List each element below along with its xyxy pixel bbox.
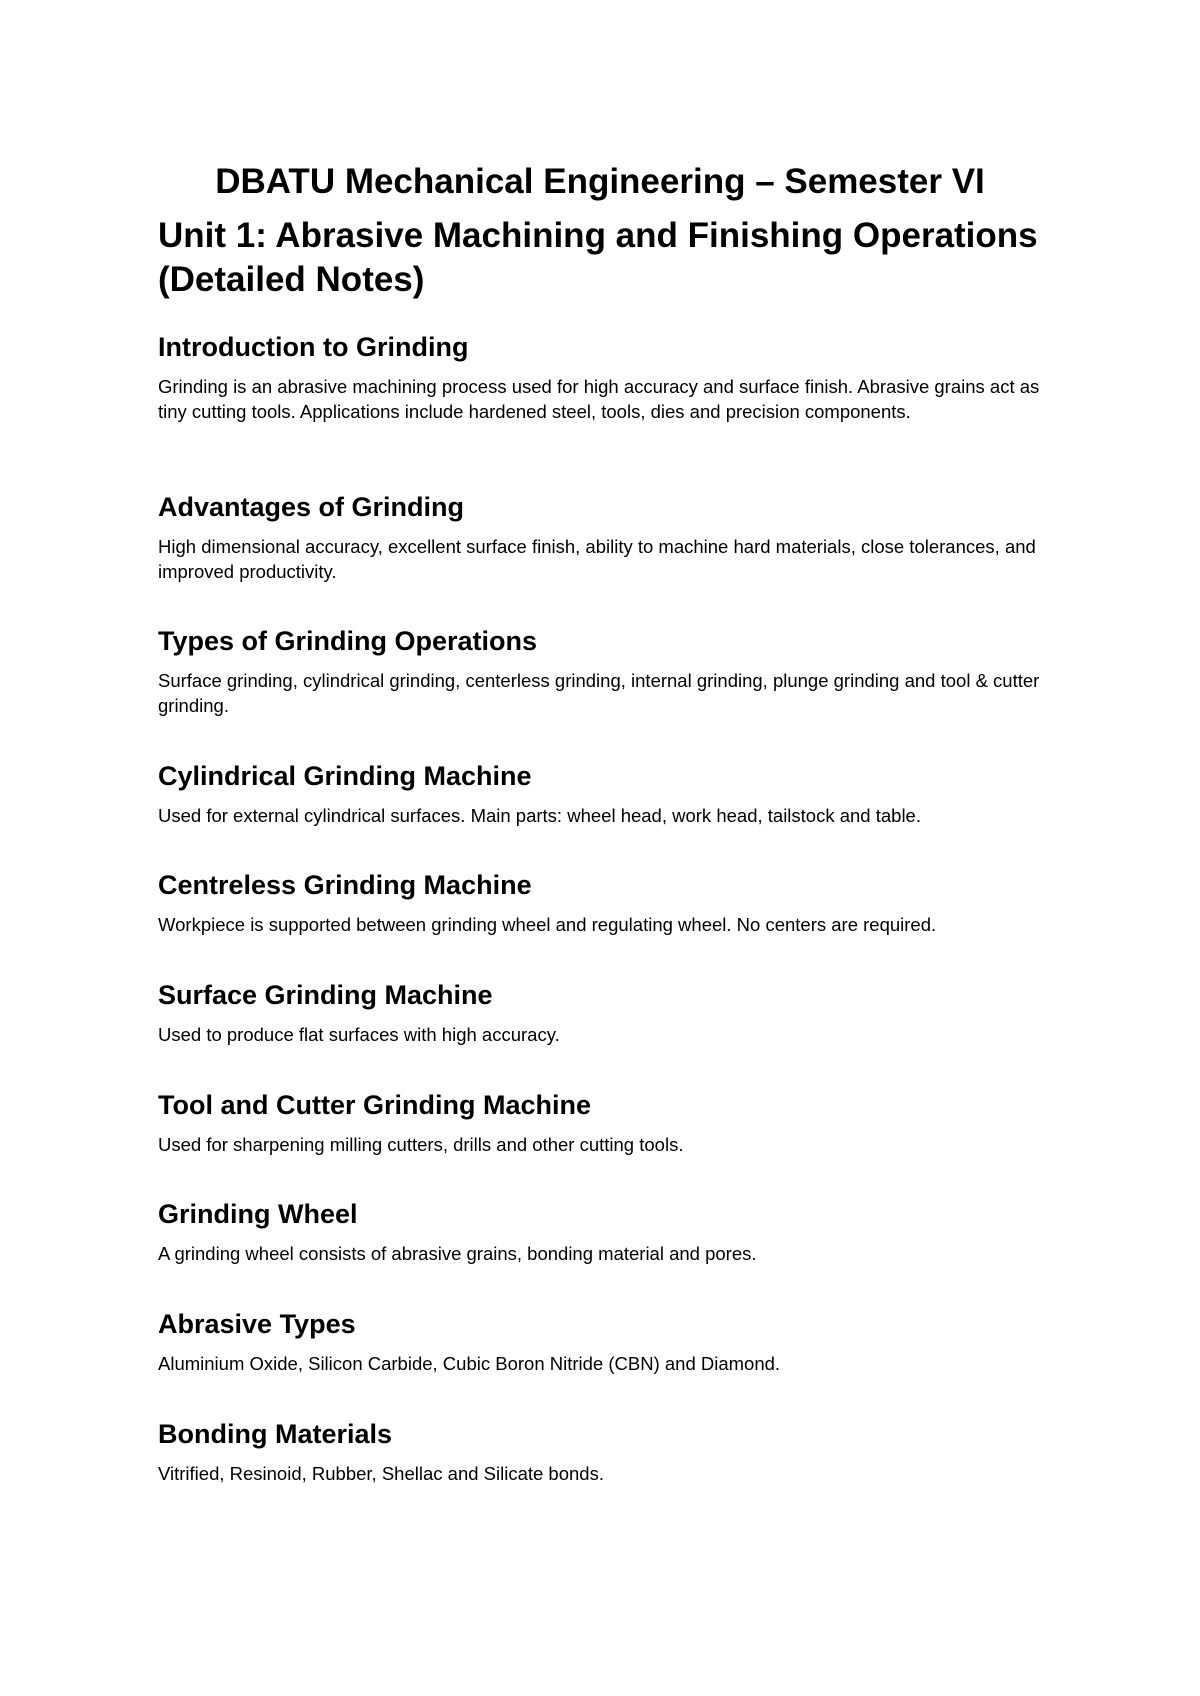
section-heading: Surface Grinding Machine — [158, 980, 493, 1010]
section-body: A grinding wheel consists of abrasive grains, bonding material and pores. — [158, 1243, 757, 1264]
section-bonding-materials — [158, 1417, 1058, 1486]
section-tool-cutter-grinding — [158, 1088, 1058, 1157]
section-heading: Cylindrical Grinding Machine — [158, 761, 532, 791]
section-body: Vitrified, Resinoid, Rubber, Shellac and Silicate bonds. — [158, 1463, 604, 1484]
section-heading: Abrasive Types — [158, 1309, 356, 1339]
section-body: Workpiece is supported between grinding wheel and regulating wheel. No centers are required. — [158, 914, 937, 935]
section-cylindrical-grinding — [158, 759, 1058, 828]
section-body: Used to produce flat surfaces with high accuracy. — [158, 1024, 560, 1045]
section-introduction — [158, 330, 1058, 424]
section-abrasive-types — [158, 1307, 1058, 1376]
section-advantages — [158, 490, 1058, 584]
section-heading: Grinding Wheel — [158, 1199, 358, 1229]
document-title: DBATU Mechanical Engineering – Semester VI — [215, 162, 985, 201]
section-body: Grinding is an abrasive machining process used for high accuracy and surface finish. Abrasive grains act as tiny cutting tools. Applications include hardened steel, tools, dies and precision components. — [158, 376, 1040, 422]
section-body: High dimensional accuracy, excellent surface finish, ability to machine hard materials, close tolerances, and improved productivity. — [158, 536, 1036, 582]
section-types-of-operations — [158, 624, 1058, 718]
section-body: Aluminium Oxide, Silicon Carbide, Cubic Boron Nitride (CBN) and Diamond. — [158, 1353, 781, 1374]
section-body: Used for sharpening milling cutters, drills and other cutting tools. — [158, 1134, 684, 1155]
section-heading: Introduction to Grinding — [158, 332, 469, 362]
section-surface-grinding — [158, 978, 1058, 1047]
section-heading: Advantages of Grinding — [158, 492, 465, 522]
section-heading: Tool and Cutter Grinding Machine — [158, 1090, 591, 1120]
section-heading: Centreless Grinding Machine — [158, 870, 532, 900]
section-heading: Bonding Materials — [158, 1419, 393, 1449]
section-body: Surface grinding, cylindrical grinding, centerless grinding, internal grinding, plunge grinding and tool & cutter grinding. — [158, 670, 1040, 716]
section-heading: Types of Grinding Operations — [158, 626, 538, 656]
unit-title: Unit 1: Abrasive Machining and Finishing Operations (Detailed Notes) — [158, 216, 1038, 299]
section-body: Used for external cylindrical surfaces. Main parts: wheel head, work head, tailstock and table. — [158, 805, 921, 826]
section-grinding-wheel — [158, 1197, 1058, 1266]
section-centreless-grinding — [158, 868, 1058, 937]
